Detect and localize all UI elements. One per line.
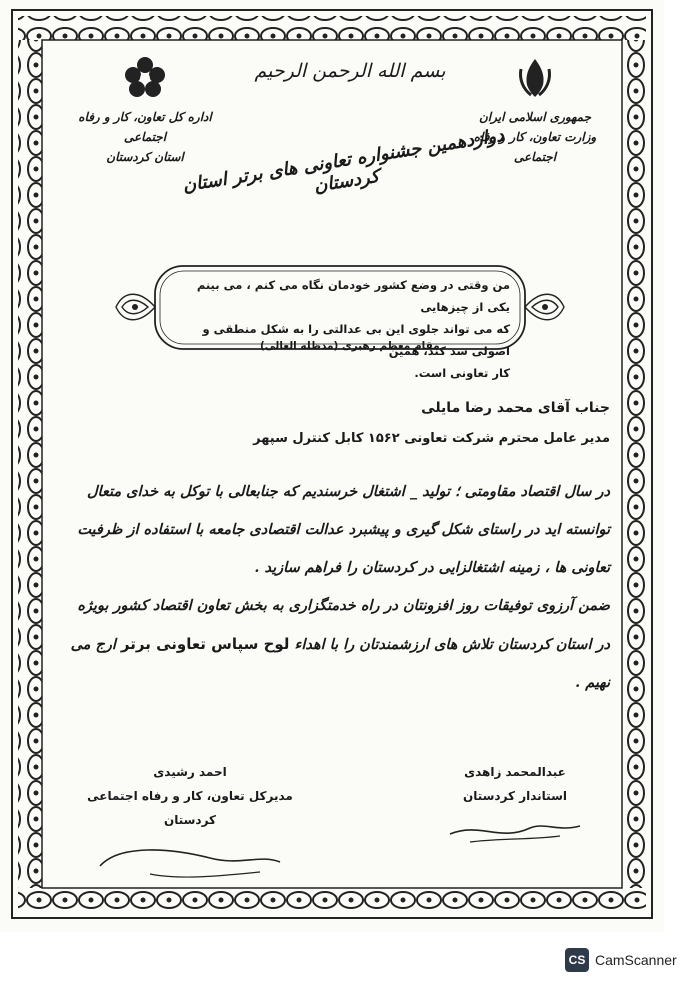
- body-paragraph-2-start: ضمن آرزوی توفیقات روز افزونتان در راه خدمتگزاری به بخش تعاون اقتصاد کشور بویژه در استان کردستان تلاش های ارزشمندتان را با اهداء: [77, 597, 610, 653]
- governor-signature-icon: [440, 812, 590, 852]
- body-paragraph-1: در سال اقتصاد مقاومتی ؛ تولید _ اشتغال خرسندیم که جنابعالی با توکل به خدای متعال توانسته اید در راستای شکل گیری و پیشبرد عدالت اقتصادی جامعه با استفاده از ظرفیت تعاونی ها ، زمینه اشتغالزایی در کردستان را فراهم سازید .: [77, 483, 610, 576]
- bismillah-text: بسم الله الرحمن الرحیم: [254, 60, 446, 82]
- signature-governor: [435, 760, 595, 852]
- body-paragraph-2-end: ارج می نهیم .: [70, 636, 610, 691]
- republic-label: جمهوری اسلامی ایران: [478, 110, 592, 124]
- ministry-label: وزارت تعاون، کار و رفاه اجتماعی: [473, 130, 597, 164]
- signature-director: [80, 760, 300, 886]
- header-bismillah: [240, 60, 460, 82]
- cooperative-flower-logo-icon: [122, 55, 168, 99]
- quote-box: [110, 260, 570, 380]
- certificate-body: [70, 473, 610, 702]
- body-paragraph-2: [70, 587, 610, 702]
- iran-emblem-icon: [515, 55, 555, 99]
- director-signature-icon: [90, 836, 290, 886]
- quote-line-1: من وقتی در وضع کشور خودمان نگاه می کنم ، می بینم یکی از چیزهایی: [196, 278, 510, 314]
- camscanner-label: CamScanner: [595, 952, 677, 968]
- festival-title: دوازدهمین جشنواره تعاونی های برتر استان کردستان: [181, 124, 506, 197]
- quote-text: [180, 274, 510, 384]
- camscanner-logo-icon: CS: [565, 948, 589, 972]
- award-title: لوح سپاس تعاونی برتر: [120, 635, 290, 653]
- recipient-position: مدیر عامل محترم شرکت تعاونی ۱۵۶۲ کابل کنترل سپهر: [253, 431, 610, 446]
- office-label: اداره کل تعاون، کار و رفاه اجتماعی: [78, 110, 212, 144]
- quote-source: مقام معظم رهبری (مدظله العالی): [260, 340, 440, 352]
- camscanner-watermark: [565, 948, 677, 972]
- quote-line-2: که می تواند جلوی این بی عدالتی را به شکل منطقی و اصولی سد کند، همین: [202, 322, 510, 358]
- header-office: [70, 55, 220, 167]
- recipient-name: جناب آقای محمد رضا مایلی: [421, 400, 610, 416]
- province-label: استان کردستان: [106, 150, 184, 164]
- governor-name: عبدالمحمد زاهدی: [464, 765, 566, 779]
- director-title: مدیرکل تعاون، کار و رفاه اجتماعی کردستان: [87, 789, 293, 827]
- governor-title: استاندار کردستان: [462, 789, 567, 803]
- director-name: احمد رشیدی: [153, 765, 227, 779]
- quote-line-3: کار تعاونی است.: [414, 366, 510, 380]
